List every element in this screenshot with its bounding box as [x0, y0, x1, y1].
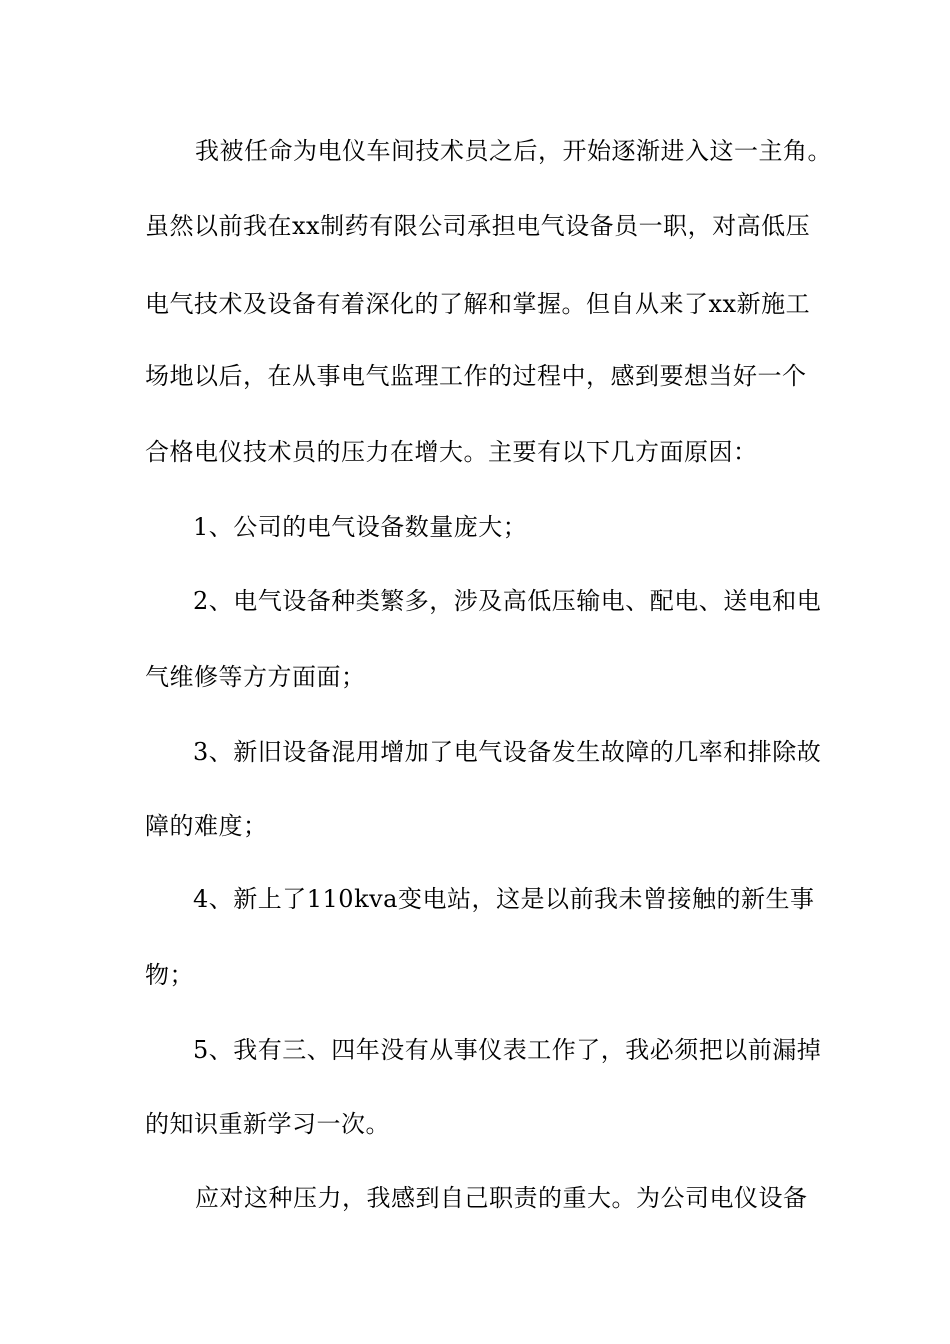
list-item: 3、新旧设备混用增加了电气设备发生故障的几率和排除故: [193, 738, 822, 766]
list-item: 5、我有三、四年没有从事仪表工作了，我必须把以前漏掉: [193, 1036, 822, 1064]
list-item: 1、公司的电气设备数量庞大；: [193, 513, 528, 541]
list-item-continuation: 的知识重新学习一次。: [145, 1110, 390, 1138]
paragraph-line: 虽然以前我在xx制药有限公司承担电气设备员一职，对高低压: [145, 212, 811, 240]
paragraph-line: 我被任命为电仪车间技术员之后，开始逐渐进入这一主角。: [195, 137, 832, 165]
list-item: 4、新上了110kva变电站，这是以前我未曾接触的新生事: [193, 885, 815, 913]
list-item: 2、电气设备种类繁多，涉及高低压输电、配电、送电和电: [193, 587, 822, 615]
paragraph-line: 应对这种压力，我感到自己职责的重大。为公司电仪设备: [195, 1184, 808, 1212]
paragraph-line: 合格电仪技术员的压力在增大。主要有以下几方面原因：: [145, 438, 758, 466]
paragraph-line: 场地以后，在从事电气监理工作的过程中，感到要想当好一个: [145, 362, 807, 390]
list-item-continuation: 物；: [145, 961, 194, 989]
paragraph-line: 电气技术及设备有着深化的了解和掌握。但自从来了xx新施工: [145, 290, 811, 318]
list-item-continuation: 气维修等方方面面；: [145, 663, 366, 691]
list-item-continuation: 障的难度；: [145, 812, 268, 840]
